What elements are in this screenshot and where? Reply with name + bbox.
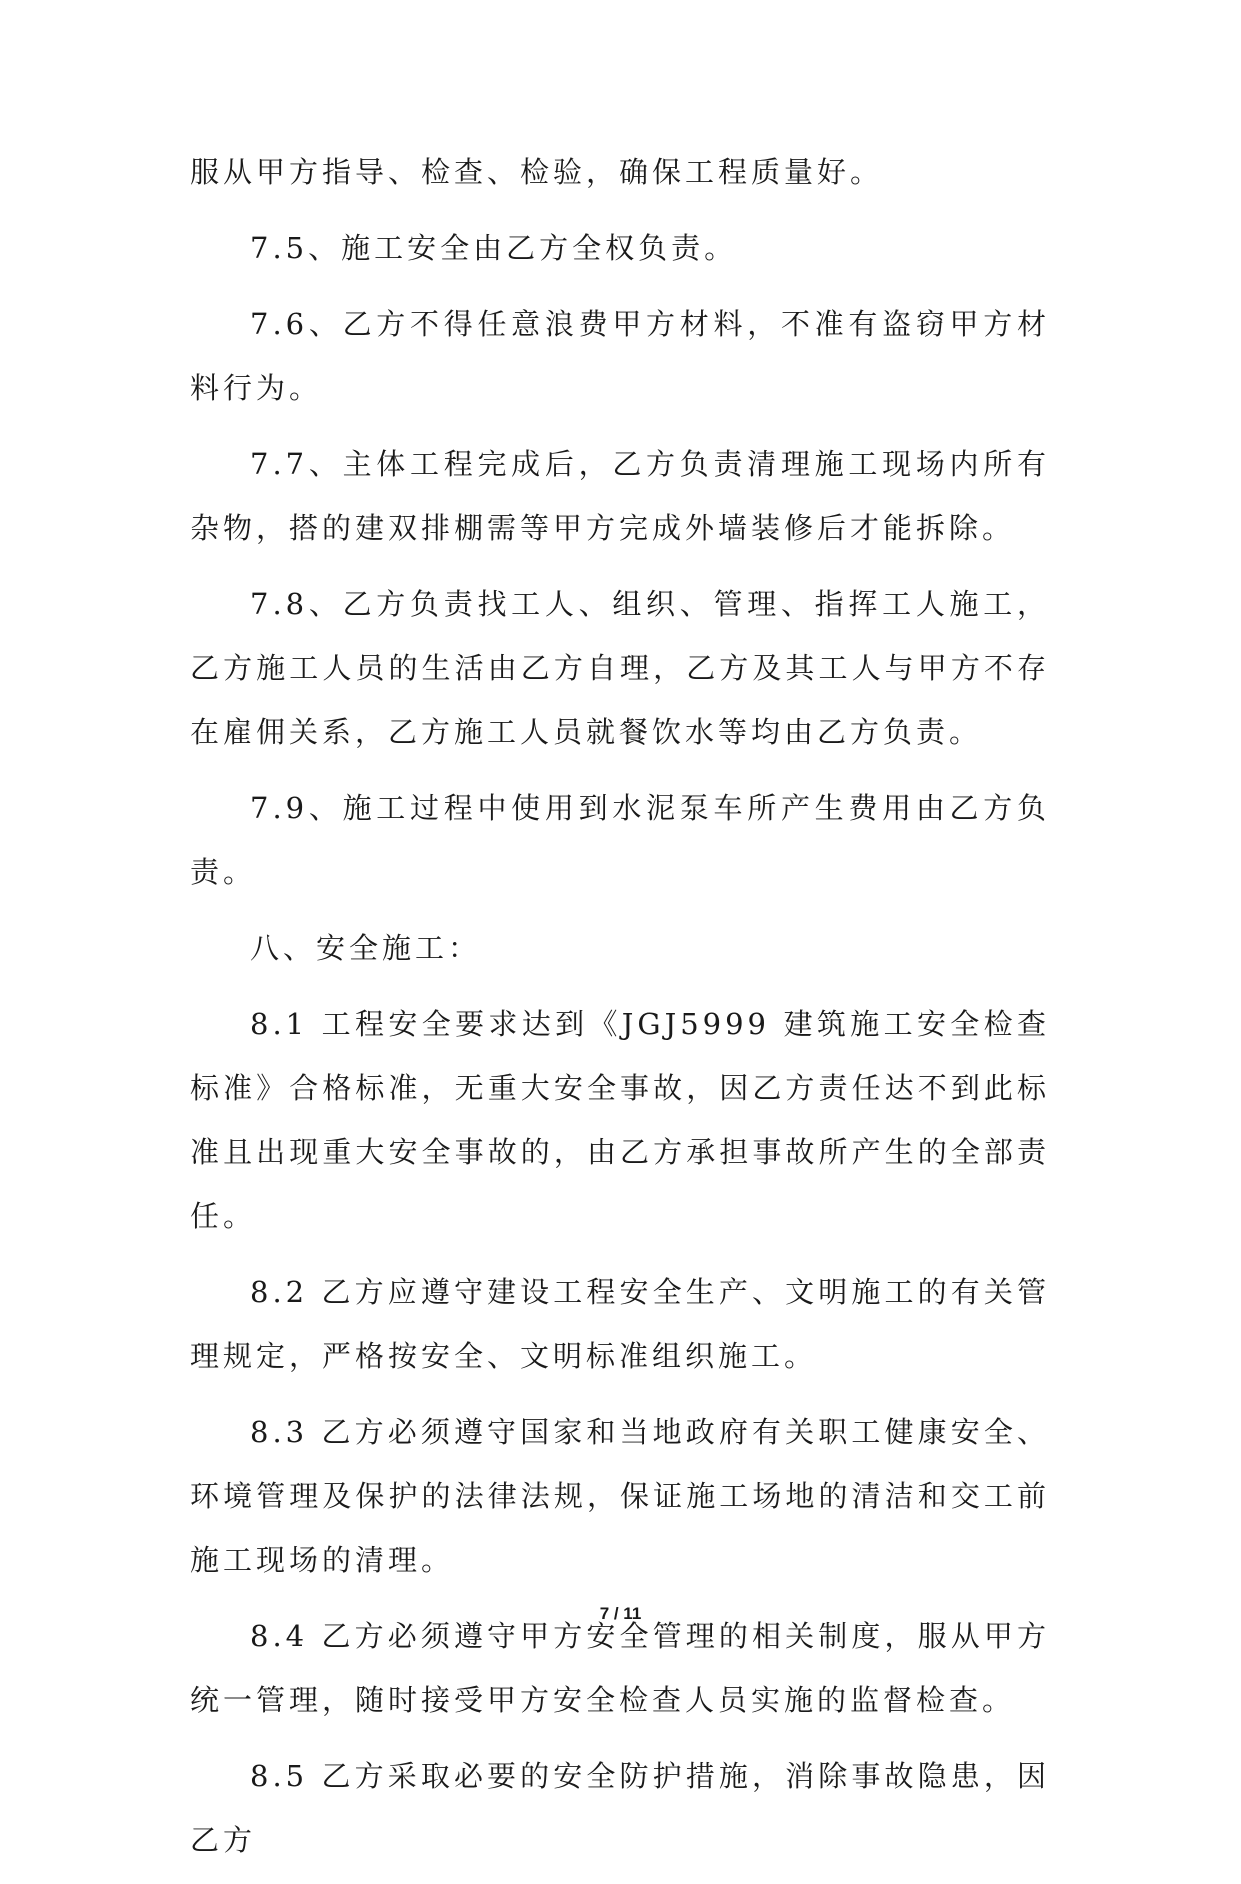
paragraph-8-5: 8.5 乙方采取必要的安全防护措施，消除事故隐患，因乙方 [190,1759,1050,1857]
body-text [190,152,1050,1884]
paragraph-8-4: 8.4 乙方必须遵守甲方安全管理的相关制度，服从甲方统一管理，随时接受甲方安全检查人员实施的监督检查。 [190,1619,1050,1717]
paragraph-7-9: 7.9、施工过程中使用到水泥泵车所产生费用由乙方负责。 [190,791,1050,889]
paragraph-continuation: 服从甲方指导、检查、检验，确保工程质量好。 [190,155,884,189]
section-heading-safety: 八、安全施工： [250,931,482,965]
paragraph-7-5: 7.5、施工安全由乙方全权负责。 [250,231,738,265]
page-number: 7 / 11 [599,1604,642,1623]
paragraph-7-7: 7.7、主体工程完成后，乙方负责清理施工现场内所有杂物，搭的建双排棚需等甲方完成外墙装修后才能拆除。 [190,447,1050,545]
paragraph-7-8: 7.8、乙方负责找工人、组织、管理、指挥工人施工，乙方施工人员的生活由乙方自理，乙方及其工人与甲方不存在雇佣关系，乙方施工人员就餐饮水等均由乙方负责。 [190,587,1050,749]
paragraph-8-1: 8.1 工程安全要求达到《JGJ5999 建筑施工安全检查标准》合格标准，无重大安全事故，因乙方责任达不到此标准且出现重大安全事故的，由乙方承担事故所产生的全部责任。 [190,1007,1050,1233]
paragraph-8-2: 8.2 乙方应遵守建设工程安全生产、文明施工的有关管理规定，严格按安全、文明标准组织施工。 [190,1275,1050,1373]
paragraph-8-3: 8.3 乙方必须遵守国家和当地政府有关职工健康安全、环境管理及保护的法律法规，保证施工场地的清洁和交工前施工现场的清理。 [190,1415,1050,1577]
paragraph-7-6: 7.6、乙方不得任意浪费甲方材料，不准有盗窃甲方材料行为。 [190,307,1050,405]
